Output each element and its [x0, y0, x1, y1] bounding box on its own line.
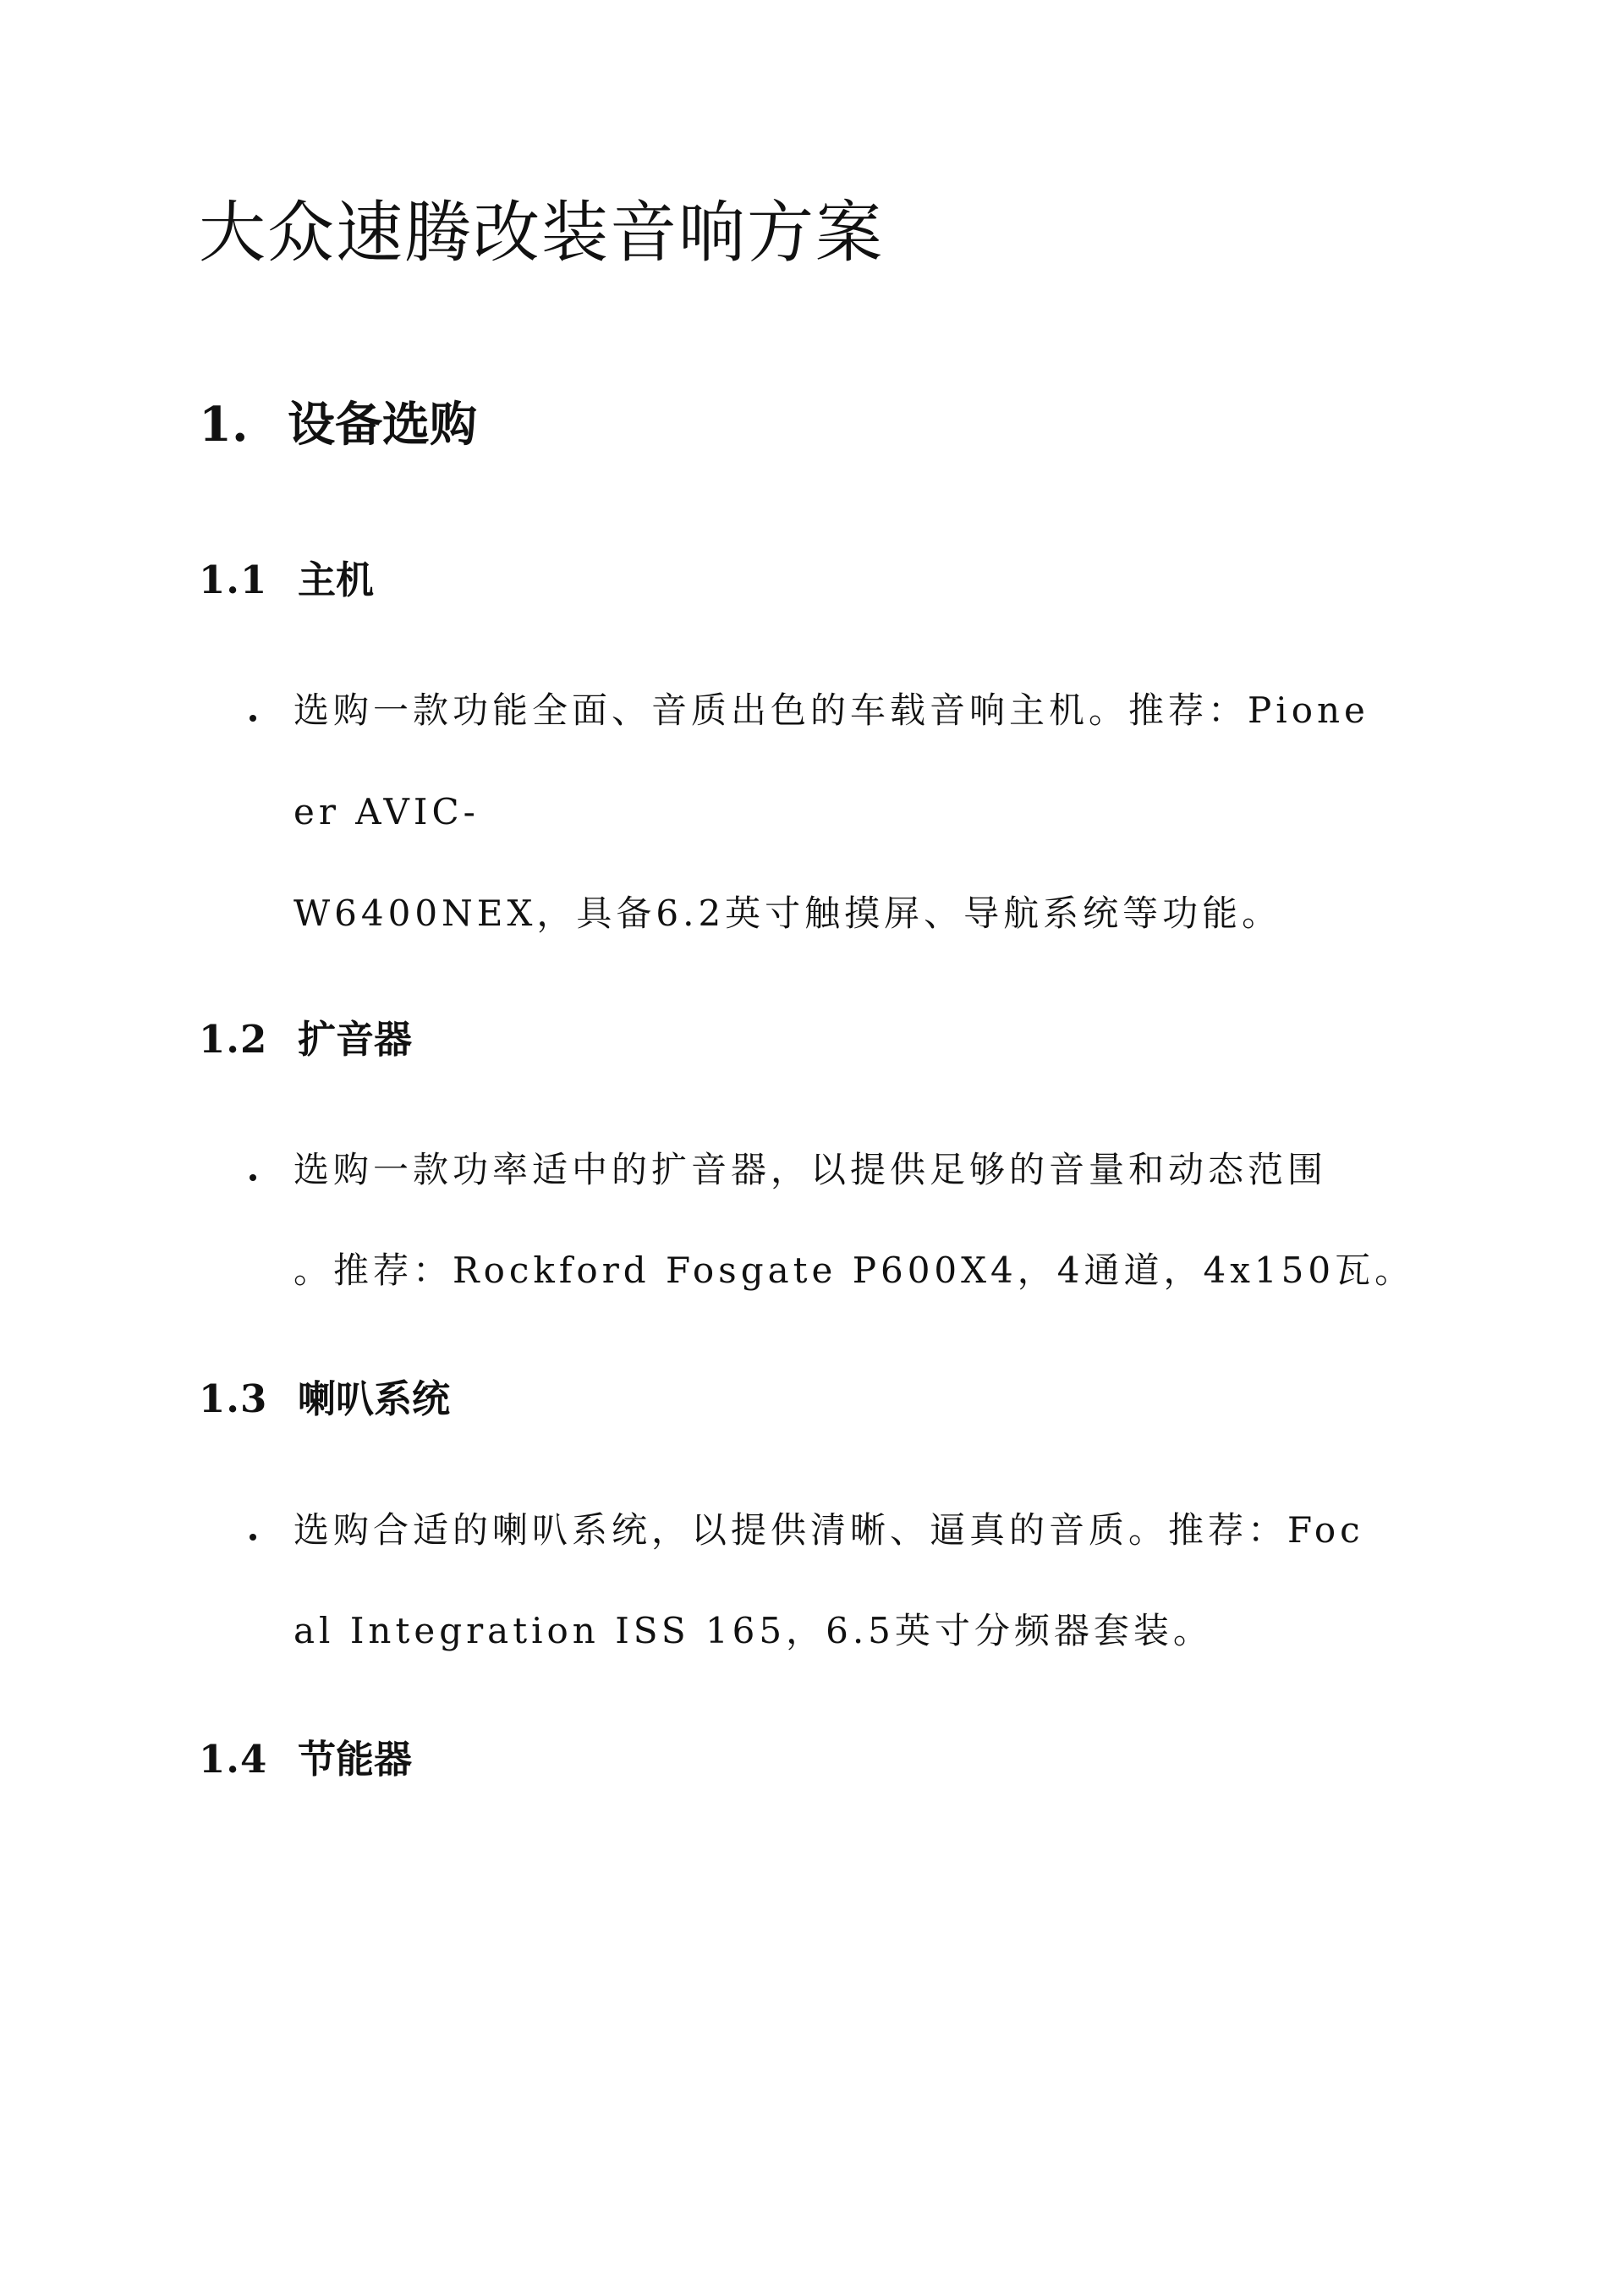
subsection-number: 1.3	[199, 1376, 268, 1421]
section-heading-equipment-purchase	[199, 397, 477, 453]
section-number: 1.	[199, 397, 249, 453]
paragraph-line: 。推荐：Rockford Fosgate P600X4，4通道，4x150瓦。	[294, 1250, 1415, 1291]
document-title: 大众速腾改装音响方案	[199, 194, 884, 272]
subsection-title: 节能器	[298, 1737, 413, 1782]
subsection-heading-head-unit	[199, 558, 375, 602]
paragraph-line: 选购一款功能全面、音质出色的车载音响主机。推荐：Pione	[294, 689, 1369, 731]
subsection-heading-energy-saver	[199, 1737, 413, 1782]
bullet-dot	[250, 1534, 256, 1541]
subsection-title: 喇叭系统	[298, 1376, 451, 1421]
subsection-heading-amplifier	[199, 1017, 413, 1062]
paragraph-line: 选购合适的喇叭系统，以提供清晰、逼真的音质。推荐：Foc	[294, 1509, 1364, 1551]
subsection-title: 主机	[298, 558, 375, 602]
bullet-dot	[250, 715, 256, 722]
paragraph-line: er AVIC-	[294, 791, 480, 832]
bullet-dot	[250, 1174, 256, 1181]
subsection-heading-speaker-system	[199, 1376, 451, 1421]
section-title: 设备选购	[288, 397, 477, 453]
subsection-title: 扩音器	[298, 1017, 413, 1062]
subsection-number: 1.4	[199, 1737, 268, 1782]
subsection-number: 1.2	[199, 1017, 268, 1062]
paragraph-line: al Integration ISS 165，6.5英寸分频器套装。	[294, 1610, 1213, 1651]
subsection-number: 1.1	[199, 558, 268, 602]
paragraph-line: 选购一款功率适中的扩音器，以提供足够的音量和动态范围	[294, 1149, 1328, 1190]
paragraph-line: W6400NEX，具备6.2英寸触摸屏、导航系统等功能。	[294, 893, 1282, 934]
